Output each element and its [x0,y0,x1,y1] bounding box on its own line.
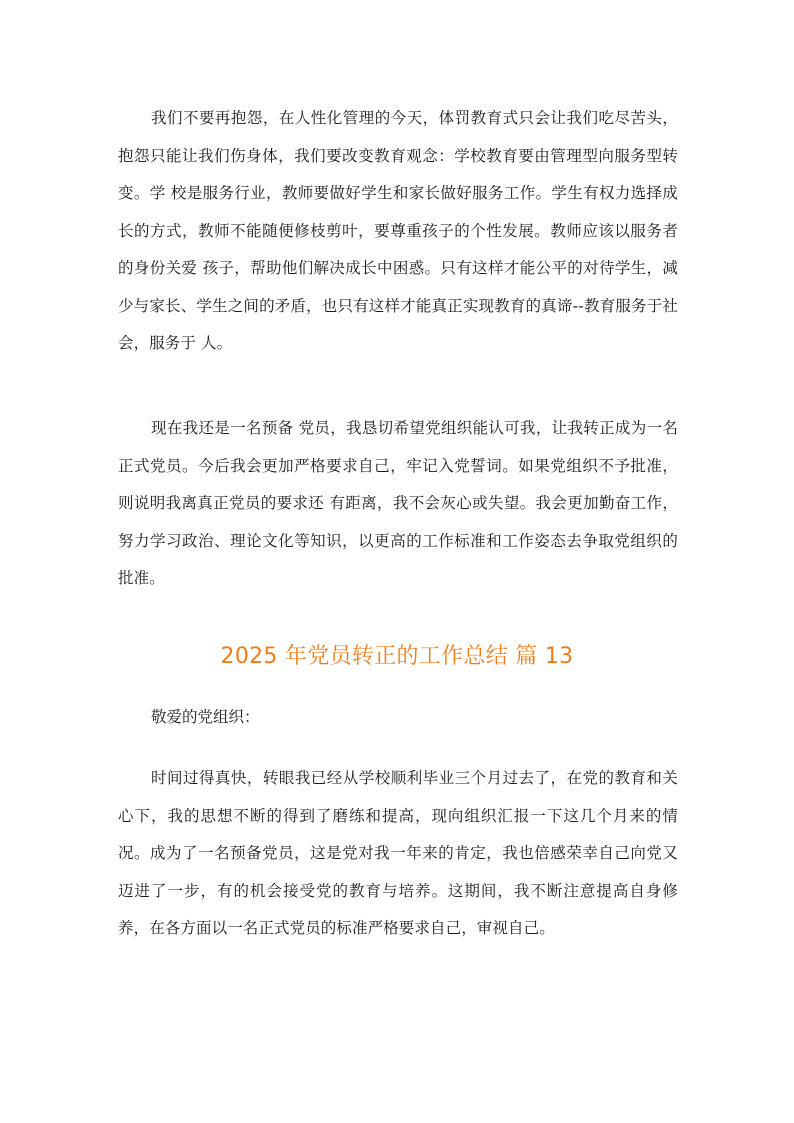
body-paragraph-service-education: 我们不要再抱怨，在人性化管理的今天，体罚教育式只会让我们吃尽苦头，抱怨只能让我们伤身体，我们要改变教育观念：学校教育要由管理型向服务型转变。学 校是服务行业，教师要做好学生和家长做好服务工作。学生有权力选择成长的方式，教师不能随便修枝剪叶，要尊重孩子的个性发展。教师应该以服务者的身份关爱 孩子，帮助他们解决成长中困惑。只有这样才能公平的对待学生，减少与家长、学生之间的矛盾，也只有这样才能真正实现教育的真谛--教育服务于社会，服务于 人。 [118,109,678,352]
section-heading: 2025 年党员转正的工作总结 篇 13 [220,644,574,669]
letter-greeting: 敬爱的党组织： [151,708,260,726]
body-paragraph-report: 时间过得真快，转眼我已经从学校顺利毕业三个月过去了，在党的教育和关心下，我的思想不断的得到了磨练和提高，现向组织汇报一下这几个月来的情况。成为了一名预备党员，这是党对我一年来的肯定，我也倍感荣幸自己向党又迈进了一步，有的机会接受党的教育与培养。这期间，我不断注意提高自身修养，在各方面以一名正式党员的标准严格要求自己，审视自己。 [118,769,678,937]
body-paragraph-probationary-member: 现在我还是一名预备 党员，我恳切希望党组织能认可我，让我转正成为一名正式党员。今后我会更加严格要求自己，牢记入党誓词。如果党组织不予批准，则说明我离真正党员的要求还 有距离，我不会灰心或失望。我会更加勤奋工作，努力学习政治、理论文化等知识，以更高的工作标准和工作姿态去争取党组织的批准。 [118,419,678,587]
